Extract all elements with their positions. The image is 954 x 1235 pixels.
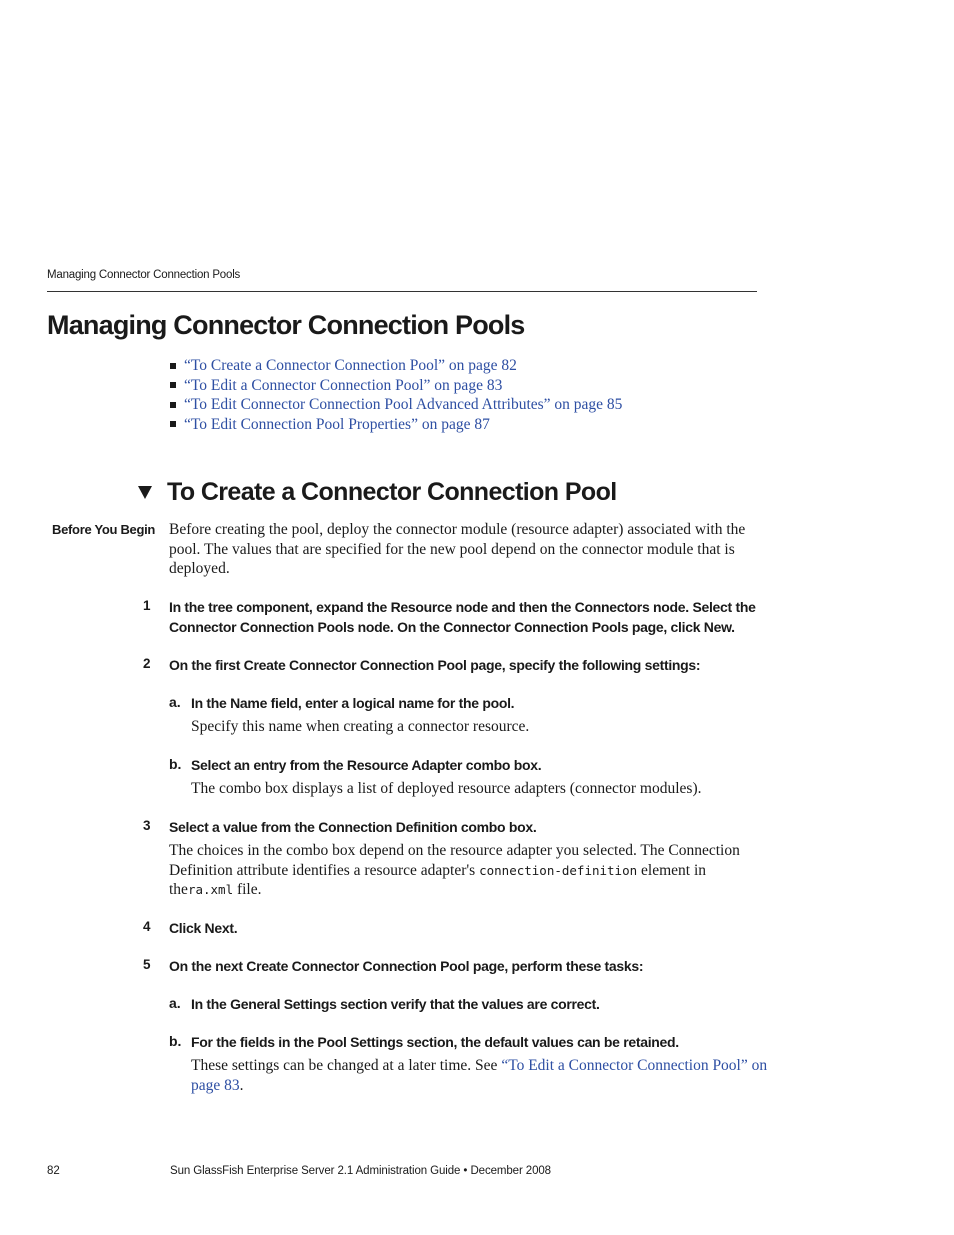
step-number: 3 (143, 818, 151, 833)
text-line: thera.xml file. (169, 881, 262, 898)
text-line: In the tree component, expand the Resource node and then the Connectors node. Select the (169, 599, 756, 615)
xref-link-edit-pool[interactable]: “To Edit a Connector Connection Pool” on (501, 1057, 768, 1074)
substep-letter: b. (169, 1033, 182, 1049)
before-you-begin-text (169, 520, 745, 579)
step-1-text (169, 597, 756, 637)
step-3-text: Select a value from the Connection Definition combo box. (169, 819, 537, 835)
text-line: Before creating the pool, deploy the connector module (resource adapter) associated with the (169, 521, 746, 538)
before-you-begin-label: Before You Begin (52, 522, 156, 537)
substep-letter: a. (169, 995, 181, 1011)
step-4-text: Click Next. (169, 920, 238, 936)
step-2a-text: In the Name field, enter a logical name for the pool. (191, 695, 515, 711)
footer-text: Sun GlassFish Enterprise Server 2.1 Administration Guide • December 2008 (170, 1165, 551, 1177)
text-line: The choices in the combo box depend on the resource adapter you selected. The Connection (169, 842, 740, 859)
text-line: deployed. (169, 560, 230, 577)
text-line: These settings can be changed at a later time. See “To Edit a Connector Connection Pool” on (191, 1057, 768, 1074)
code-connection-definition: connection-definition (479, 862, 638, 878)
text-line: pool. The values that are specified for the new pool depend on the connector module that is (169, 540, 735, 558)
step-3-detail (169, 841, 740, 900)
step-5a-text: In the General Settings section verify that the values are correct. (191, 996, 600, 1012)
toc-link-create-pool[interactable]: “To Create a Connector Connection Pool” on page 82 (184, 357, 517, 374)
section-title-text: To Create a Connector Connection Pool (167, 478, 617, 506)
text-line: Definition attribute identifies a resource adapter's connection-definition element in (169, 861, 707, 879)
header-rule (47, 291, 757, 292)
step-5b-text: For the fields in the Pool Settings section, the default values can be retained. (191, 1034, 679, 1050)
bullet-icon (170, 363, 176, 369)
bullet-icon (170, 382, 176, 388)
text-line: page 83. (191, 1076, 244, 1094)
step-number: 1 (143, 598, 151, 613)
toc-link-advanced-attributes[interactable]: “To Edit Connector Connection Pool Advanced Attributes” on page 85 (184, 396, 623, 413)
triangle-down-icon (138, 486, 152, 499)
step-5-text: On the next Create Connector Connection Pool page, perform these tasks: (169, 958, 644, 974)
footer-page-number: 82 (47, 1165, 60, 1177)
substep-letter: a. (169, 694, 181, 710)
step-number: 2 (143, 656, 151, 671)
list-item (170, 415, 622, 435)
step-5b-detail (191, 1056, 768, 1095)
code-ra-xml: ra.xml (187, 882, 234, 897)
bullet-icon (170, 421, 176, 427)
step-2b-text: Select an entry from the Resource Adapter combo box. (191, 757, 542, 773)
step-2a-detail: Specify this name when creating a connector resource. (191, 718, 530, 735)
page-title: Managing Connector Connection Pools (47, 310, 525, 340)
step-number: 5 (143, 957, 151, 972)
toc-link-pool-properties[interactable]: “To Edit Connection Pool Properties” on page 87 (184, 415, 490, 433)
text-line: Connector Connection Pools node. On the Connector Connection Pools page, click New. (169, 619, 735, 635)
step-number: 4 (143, 919, 151, 934)
bullet-icon (170, 402, 176, 408)
step-2b-detail: The combo box displays a list of deployed resource adapters (connector modules). (191, 780, 702, 797)
toc-link-edit-pool[interactable]: “To Edit a Connector Connection Pool” on page 83 (184, 376, 503, 394)
list-item (170, 395, 622, 415)
step-2-text: On the first Create Connector Connection Pool page, specify the following settings: (169, 657, 701, 673)
list-item (170, 356, 622, 376)
running-header: Managing Connector Connection Pools (47, 269, 241, 281)
xref-link-page-83[interactable]: page 83 (191, 1076, 240, 1094)
list-item (170, 376, 622, 396)
substep-letter: b. (169, 756, 182, 772)
toc-list (170, 356, 622, 434)
section-title (138, 478, 617, 507)
